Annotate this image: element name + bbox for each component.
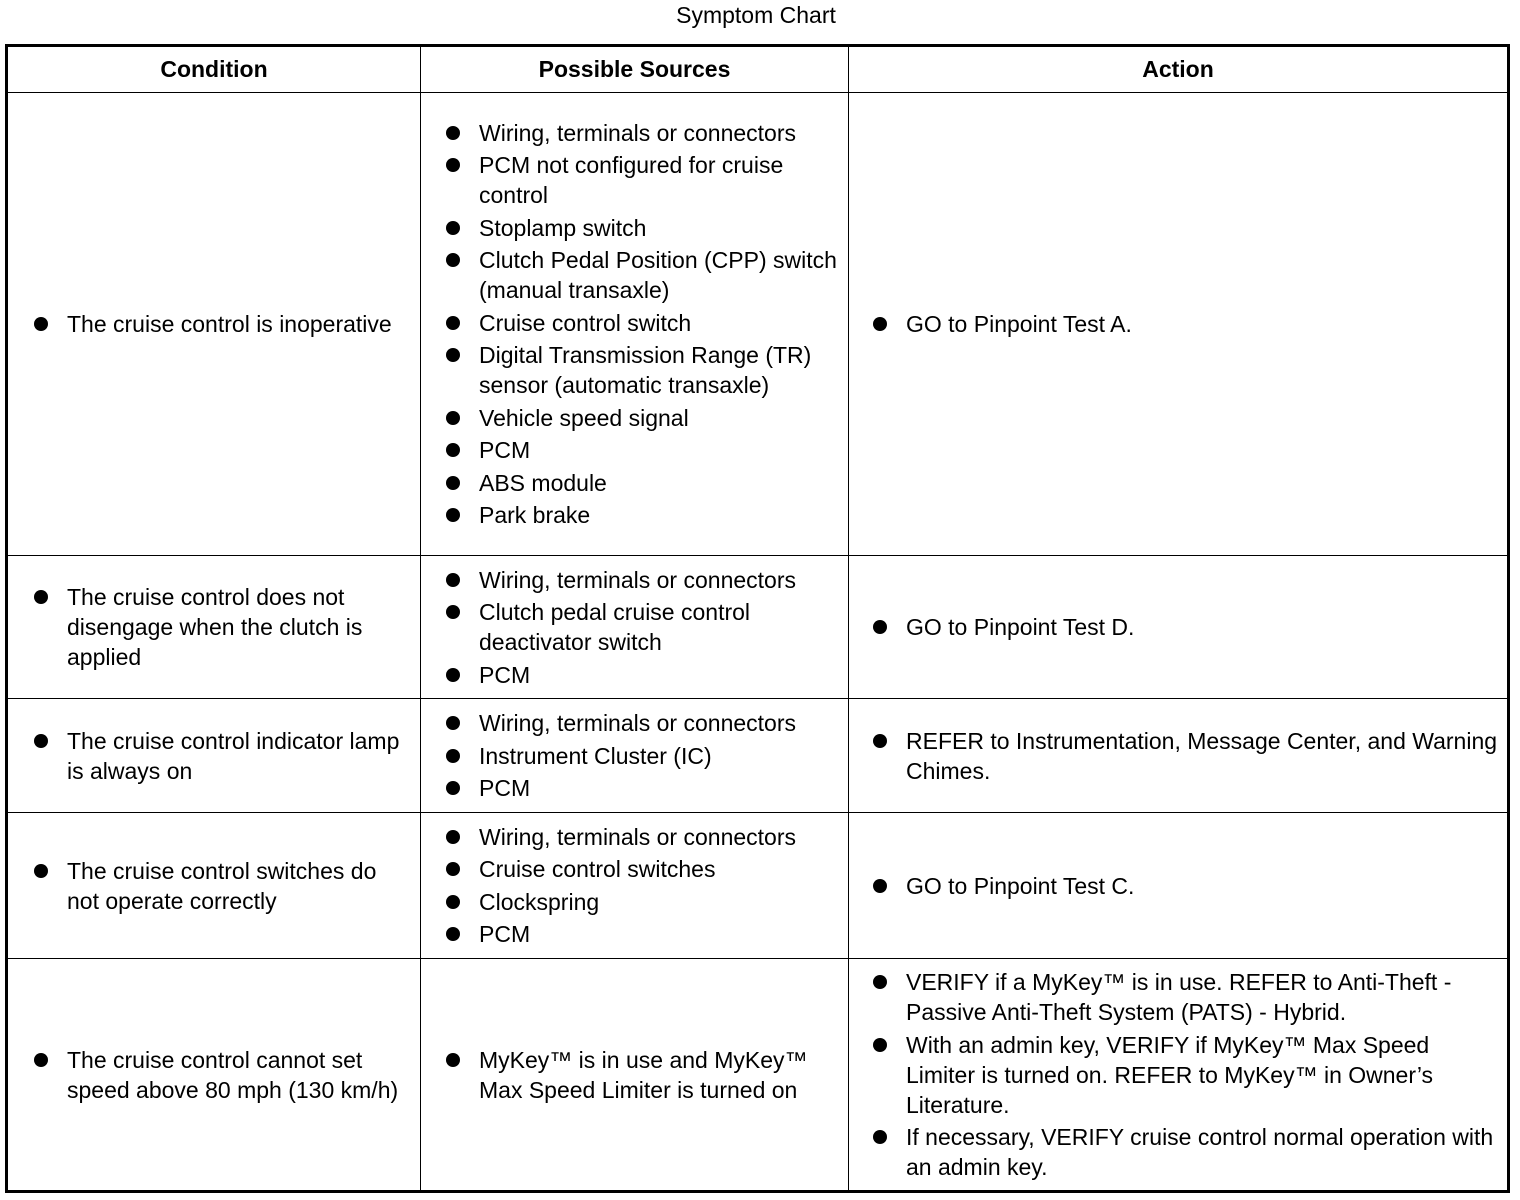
source-item: Clutch Pedal Position (CPP) switch (manual transaxle) xyxy=(479,245,840,305)
source-item: Park brake xyxy=(479,500,840,530)
source-item: PCM xyxy=(479,919,840,949)
source-item: Wiring, terminals or connectors xyxy=(479,565,840,595)
source-item: Wiring, terminals or connectors xyxy=(479,708,840,738)
source-item: Stoplamp switch xyxy=(479,213,840,243)
action-cell xyxy=(849,813,1509,959)
header-action: Action xyxy=(849,46,1509,93)
action-item: GO to Pinpoint Test A. xyxy=(906,309,1499,339)
sources-cell xyxy=(421,556,849,699)
condition-cell xyxy=(7,556,421,699)
action-item: GO to Pinpoint Test D. xyxy=(906,612,1499,642)
condition-cell xyxy=(7,813,421,959)
source-item: PCM xyxy=(479,773,840,803)
header-row xyxy=(7,46,1509,93)
sources-cell xyxy=(421,813,849,959)
condition-item: The cruise control does not disengage when the clutch is applied xyxy=(67,582,410,672)
symptom-chart-table xyxy=(5,44,1510,1193)
action-cell xyxy=(849,556,1509,699)
source-item: ABS module xyxy=(479,468,840,498)
source-item: Vehicle speed signal xyxy=(479,403,840,433)
source-item: Wiring, terminals or connectors xyxy=(479,118,840,148)
condition-cell xyxy=(7,959,421,1192)
source-item: PCM xyxy=(479,435,840,465)
table-row xyxy=(7,813,1509,959)
table-row xyxy=(7,93,1509,556)
action-item: With an admin key, VERIFY if MyKey™ Max Speed Limiter is turned on. REFER to MyKey™ in Owner’s Literature. xyxy=(906,1030,1499,1120)
action-cell xyxy=(849,959,1509,1192)
chart-title: Symptom Chart xyxy=(676,2,836,28)
source-item: Cruise control switches xyxy=(479,854,840,884)
header-condition: Condition xyxy=(7,46,421,93)
action-item: GO to Pinpoint Test C. xyxy=(906,871,1499,901)
table-row xyxy=(7,699,1509,813)
condition-cell xyxy=(7,699,421,813)
condition-cell xyxy=(7,93,421,556)
source-item: MyKey™ is in use and MyKey™ Max Speed Limiter is turned on xyxy=(479,1045,840,1105)
source-item: Cruise control switch xyxy=(479,308,840,338)
source-item: Instrument Cluster (IC) xyxy=(479,741,840,771)
source-item: PCM not configured for cruise control xyxy=(479,150,840,210)
condition-item: The cruise control cannot set speed above 80 mph (130 km/h) xyxy=(67,1045,410,1105)
action-item: If necessary, VERIFY cruise control normal operation with an admin key. xyxy=(906,1122,1499,1182)
table-row xyxy=(7,959,1509,1192)
source-item: Wiring, terminals or connectors xyxy=(479,822,840,852)
sources-cell xyxy=(421,699,849,813)
table-row xyxy=(7,556,1509,699)
source-item: PCM xyxy=(479,660,840,690)
condition-item: The cruise control switches do not operate correctly xyxy=(67,856,410,916)
source-item: Clutch pedal cruise control deactivator switch xyxy=(479,597,840,657)
action-cell xyxy=(849,93,1509,556)
source-item: Digital Transmission Range (TR) sensor (automatic transaxle) xyxy=(479,340,840,400)
action-item: VERIFY if a MyKey™ is in use. REFER to Anti-Theft - Passive Anti-Theft System (PATS) - Hybrid. xyxy=(906,967,1499,1027)
action-item: REFER to Instrumentation, Message Center, and Warning Chimes. xyxy=(906,727,1498,784)
action-cell xyxy=(849,699,1509,813)
source-item: Clockspring xyxy=(479,887,840,917)
condition-item: The cruise control is inoperative xyxy=(67,309,410,339)
condition-item: The cruise control indicator lamp is always on xyxy=(67,726,410,786)
header-possible-sources: Possible Sources xyxy=(421,46,849,93)
sources-cell xyxy=(421,959,849,1192)
sources-cell xyxy=(421,93,849,556)
